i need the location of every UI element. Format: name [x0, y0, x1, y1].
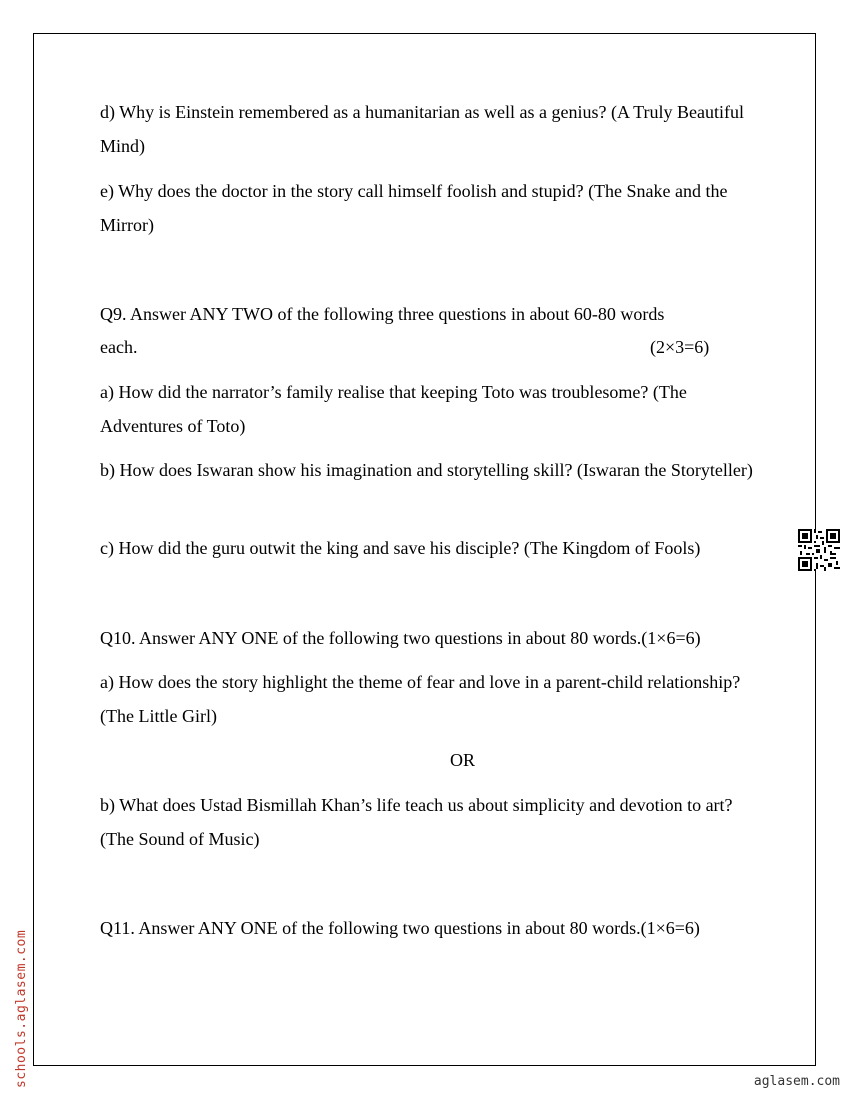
question-8d: d) Why is Einstein remembered as a humanitarian as well as a genius? (A Truly Beautiful Mind)	[100, 102, 745, 156]
question-8e: e) Why does the doctor in the story call himself foolish and stupid? (The Snake and the Mirror)	[100, 181, 728, 235]
question-9-heading: Q9. Answer ANY TWO of the following three questions in about 60-80 words	[100, 304, 665, 324]
question-9c: c) How did the guru outwit the king and save his disciple? (The Kingdom of Fools)	[100, 538, 701, 558]
question-9-marks: (2×3=6)	[650, 337, 710, 357]
or-separator: OR	[450, 750, 476, 770]
question-9a: a) How did the narrator’s family realise that keeping Toto was troublesome? (The Adventures of Toto)	[100, 382, 687, 436]
question-10b: b) What does Ustad Bismillah Khan’s life teach us about simplicity and devotion to art? (The Sound of Music)	[100, 795, 733, 849]
question-9b: b) How does Iswaran show his imagination and storytelling skill? (Iswaran the Storyteller)	[100, 460, 753, 480]
side-watermark-url: schools.aglasem.com	[14, 929, 29, 1088]
question-9-heading-cont: each.	[100, 337, 138, 357]
question-11-heading: Q11. Answer ANY ONE of the following two questions in about 80 words.(1×6=6)	[100, 918, 700, 938]
question-10-heading: Q10. Answer ANY ONE of the following two questions in about 80 words.(1×6=6)	[100, 628, 701, 648]
qr-code-icon	[798, 529, 840, 571]
question-10a: a) How does the story highlight the theme of fear and love in a parent-child relationship? (The Little Girl)	[100, 672, 741, 726]
footer-watermark-url: aglasem.com	[753, 1074, 840, 1089]
